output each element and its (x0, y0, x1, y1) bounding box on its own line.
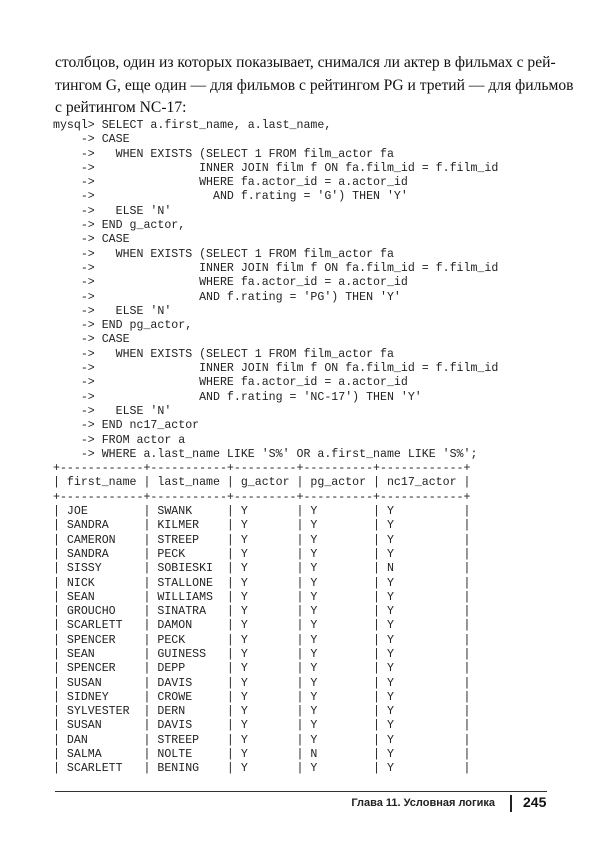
code-line: -> END pg_actor, (53, 319, 193, 333)
code-line: -> WHERE fa.actor_id = a.actor_id (53, 376, 408, 390)
code-line: -> ELSE 'N' (53, 204, 172, 218)
code-line: -> WHERE a.last_name LIKE 'S%' OR a.first_name LIKE 'S%'; (53, 447, 478, 461)
code-line: | SISSY | SOBIESKI | Y | Y | N | (53, 562, 471, 576)
code-line: | SIDNEY | CROWE | Y | Y | Y | (53, 690, 471, 704)
code-line: -> WHERE fa.actor_id = a.actor_id (53, 176, 408, 190)
code-line: | SALMA | NOLTE | Y | N | Y | (53, 748, 471, 762)
code-line: -> END nc17_actor (53, 419, 200, 433)
code-line: | JOE | SWANK | Y | Y | Y | (53, 505, 471, 519)
code-line: -> WHEN EXISTS (SELECT 1 FROM film_actor fa (53, 347, 394, 361)
code-line: | SUSAN | DAVIS | Y | Y | Y | (53, 676, 471, 690)
body-paragraph (55, 52, 574, 120)
code-line: -> AND f.rating = 'G') THEN 'Y' (53, 190, 408, 204)
code-line: -> INNER JOIN film f ON fa.film_id = f.film_id (53, 362, 499, 376)
code-line: | SANDRA | PECK | Y | Y | Y | (53, 547, 471, 561)
chapter-title: Глава 11. Условная логика (351, 797, 495, 809)
code-line: mysql> SELECT a.first_name, a.last_name, (53, 119, 332, 132)
code-line: -> CASE (53, 133, 130, 147)
code-line: | SANDRA | KILMER | Y | Y | Y | (53, 519, 471, 533)
code-line: -> END g_actor, (53, 219, 186, 233)
code-line: -> ELSE 'N' (53, 404, 172, 418)
code-line: -> AND f.rating = 'NC-17') THEN 'Y' (53, 390, 422, 404)
page-number: 245 (523, 794, 547, 810)
code-line: | SCARLETT | DAMON | Y | Y | Y | (53, 619, 471, 633)
paragraph-line: тингом G, еще один — для фильмов с рейтингом PG и третий — для фильмов (55, 76, 574, 94)
code-line: -> AND f.rating = 'PG') THEN 'Y' (53, 290, 401, 304)
code-listing (53, 119, 498, 777)
code-line: -> INNER JOIN film f ON fa.film_id = f.film_id (53, 161, 499, 175)
code-line: | SPENCER | DEPP | Y | Y | Y | (53, 662, 471, 676)
code-line: | DAN | STREEP | Y | Y | Y | (53, 733, 471, 747)
paragraph-line: столбцов, один из которых показывает, снимался ли актер в фильмах с рей- (55, 54, 556, 71)
code-line: | SPENCER | PECK | Y | Y | Y | (53, 633, 471, 647)
code-line: -> CASE (53, 233, 130, 247)
code-line: | SCARLETT | BENING | Y | Y | Y | (53, 762, 471, 776)
code-line: -> CASE (53, 333, 130, 347)
code-line: +------------+-----------+---------+----------+------------+ (53, 462, 471, 476)
code-line: | SYLVESTER | DERN | Y | Y | Y | (53, 705, 471, 719)
code-line: | first_name | last_name | g_actor | pg_actor | nc17_actor | (53, 476, 471, 490)
code-line: | NICK | STALLONE | Y | Y | Y | (53, 576, 471, 590)
code-line: | CAMERON | STREEP | Y | Y | Y | (53, 533, 471, 547)
code-line: -> WHERE fa.actor_id = a.actor_id (53, 276, 408, 290)
footer-rule (55, 791, 547, 792)
code-line: -> WHEN EXISTS (SELECT 1 FROM film_actor fa (53, 247, 394, 261)
code-line: | SEAN | WILLIAMS | Y | Y | Y | (53, 590, 471, 604)
code-line: -> WHEN EXISTS (SELECT 1 FROM film_actor fa (53, 147, 394, 161)
code-line: -> INNER JOIN film f ON fa.film_id = f.film_id (53, 261, 499, 275)
code-line: | SEAN | GUINESS | Y | Y | Y | (53, 647, 471, 661)
footer-separator (510, 795, 512, 812)
code-line: -> ELSE 'N' (53, 304, 172, 318)
code-line: | GROUCHO | SINATRA | Y | Y | Y | (53, 605, 471, 619)
code-line: -> FROM actor a (53, 433, 186, 447)
paragraph-line: с рейтингом NC-17: (55, 99, 187, 116)
code-line: | SUSAN | DAVIS | Y | Y | Y | (53, 719, 471, 733)
code-line: +------------+-----------+---------+----------+------------+ (53, 490, 471, 504)
